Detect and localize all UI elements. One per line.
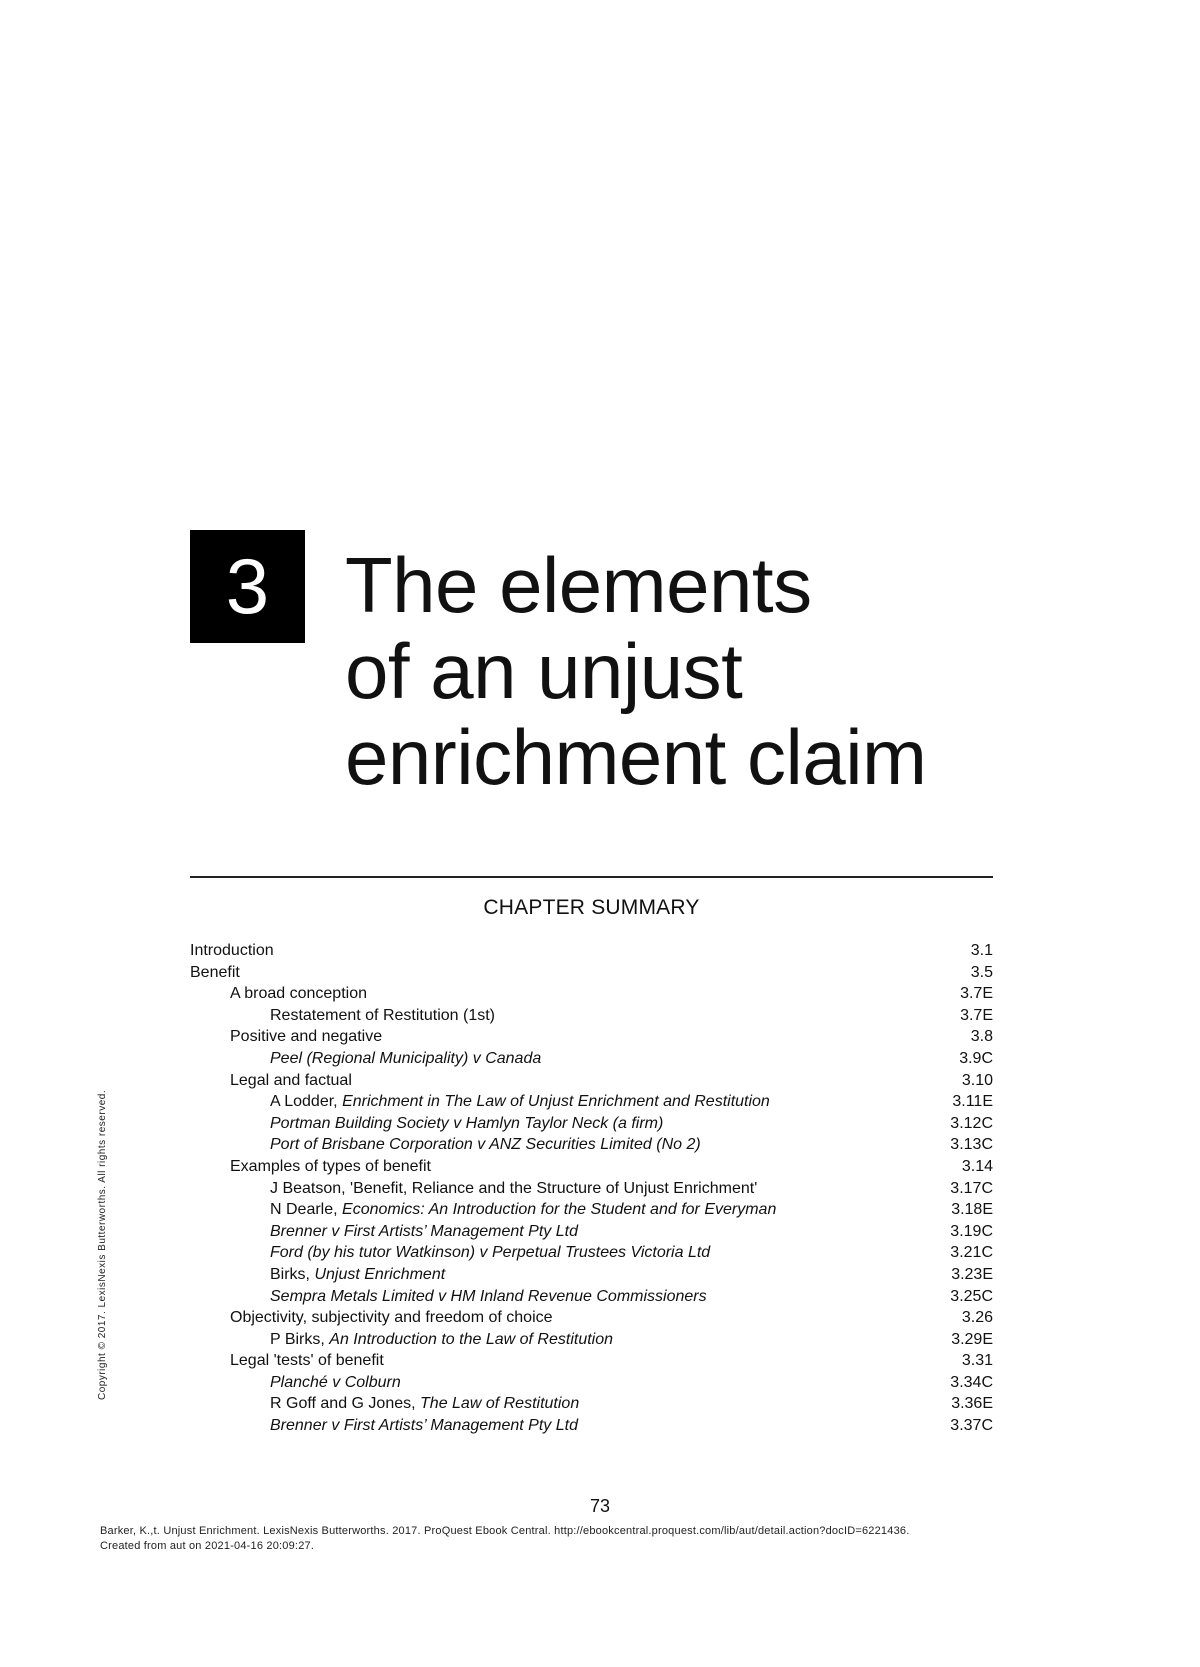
- summary-entry: [190, 1242, 993, 1264]
- summary-entry: [190, 1070, 993, 1092]
- summary-entry-text: Benefit: [190, 963, 240, 981]
- summary-entry: [190, 1393, 993, 1415]
- page-number: 73: [589, 1496, 611, 1516]
- summary-entry-text: Economics: An Introduction for the Student and for Everyman: [342, 1201, 777, 1219]
- summary-entry-paragraph-ref: 3.29E: [951, 1330, 993, 1348]
- copyright-notice: Copyright © 2017. LexisNexis Butterworths. All rights reserved.: [97, 1089, 108, 1400]
- summary-entry-paragraph-ref: 3.26: [961, 1309, 993, 1327]
- summary-entry-paragraph-ref: 3.17C: [950, 1179, 993, 1197]
- summary-entry-text: Objectivity, subjectivity and freedom of choice: [230, 1309, 553, 1327]
- summary-entry-text: Birks,: [270, 1265, 315, 1283]
- summary-entry: [190, 1372, 993, 1394]
- summary-entry: [190, 1199, 993, 1221]
- summary-entry-paragraph-ref: 3.7E: [960, 1006, 993, 1024]
- summary-entry-text: The Law of Restitution: [420, 1395, 580, 1413]
- summary-entry: [190, 1156, 993, 1178]
- summary-entry: [190, 1307, 993, 1329]
- summary-entry: [190, 1048, 993, 1070]
- summary-entry-text: Examples of types of benefit: [230, 1157, 431, 1175]
- summary-entry-paragraph-ref: 3.19C: [950, 1222, 993, 1240]
- chapter-summary-list: [190, 940, 993, 1437]
- summary-entry-title: [190, 964, 240, 981]
- summary-entry-text: Unjust Enrichment: [314, 1265, 446, 1283]
- summary-entry-text: P Birks,: [270, 1330, 330, 1348]
- summary-entry: [190, 1286, 993, 1308]
- summary-entry-title: [190, 1223, 578, 1240]
- chapter-title: [345, 542, 1045, 800]
- summary-entry-paragraph-ref: 3.5: [970, 963, 993, 981]
- summary-entry-paragraph-ref: 3.14: [961, 1157, 993, 1175]
- summary-entry-paragraph-ref: 3.13C: [950, 1136, 993, 1154]
- summary-entry-text: Positive and negative: [230, 1028, 383, 1046]
- summary-entry: [190, 1026, 993, 1048]
- summary-entry: [190, 1091, 993, 1113]
- summary-entry-paragraph-ref: 3.10: [961, 1071, 993, 1089]
- summary-entry-title: [190, 1309, 553, 1326]
- summary-entry-text: Introduction: [190, 942, 274, 959]
- summary-entry-paragraph-ref: 3.37C: [950, 1417, 993, 1435]
- summary-entry-paragraph-ref: 3.34C: [950, 1373, 993, 1391]
- summary-entry-text: Enrichment in The Law of Unjust Enrichment and Restitution: [342, 1093, 770, 1111]
- summary-entry-paragraph-ref: 3.18E: [951, 1201, 993, 1219]
- chapter-summary-heading: CHAPTER SUMMARY: [483, 896, 700, 919]
- summary-entry-text: Ford (by his tutor Watkinson) v Perpetual Trustees Victoria Ltd: [270, 1244, 711, 1262]
- summary-entry-title: [190, 1072, 352, 1089]
- summary-entry-title: [190, 1093, 770, 1110]
- summary-entry-paragraph-ref: 3.9C: [959, 1049, 993, 1067]
- summary-entry-title: [190, 1050, 541, 1067]
- summary-entry-title: [190, 1115, 663, 1132]
- summary-entry-text: Brenner v First Artists’ Management Pty Ltd: [270, 1222, 578, 1240]
- summary-entry-title: [190, 1201, 776, 1218]
- summary-entry-text: N Dearle,: [270, 1201, 343, 1219]
- summary-entry-text: R Goff and G Jones,: [270, 1395, 421, 1413]
- summary-entry-title: [190, 1395, 579, 1412]
- summary-entry-title: [190, 1266, 445, 1283]
- citation-footer: [100, 1524, 909, 1554]
- chapter-number-badge: [190, 530, 305, 643]
- summary-entry: [190, 1350, 993, 1372]
- summary-entry-title: [190, 1352, 384, 1369]
- summary-entry-text: An Introduction to the Law of Restitution: [329, 1330, 614, 1348]
- summary-entry-text: Peel (Regional Municipality) v Canada: [270, 1049, 542, 1067]
- summary-entry-paragraph-ref: 3.7E: [960, 985, 993, 1003]
- summary-entry-title: [190, 1028, 382, 1045]
- chapter-title-line: enrichment claim: [345, 713, 927, 801]
- summary-entry-text: Sempra Metals Limited v HM Inland Revenue Commissioners: [270, 1287, 707, 1305]
- summary-entry-text: Portman Building Society v Hamlyn Taylor Neck (a firm): [270, 1114, 664, 1132]
- summary-entry-title: [190, 1374, 401, 1391]
- citation-line: Barker, K.,t. Unjust Enrichment. LexisNexis Butterworths. 2017. ProQuest Ebook Central. http://ebookcentral.proquest.com/lib/aut/detail.action?docID=6221436.: [100, 1525, 910, 1537]
- summary-entry: [190, 962, 993, 984]
- summary-entry-text: Brenner v First Artists’ Management Pty Ltd: [270, 1417, 578, 1435]
- summary-entry-paragraph-ref: 3.36E: [951, 1395, 993, 1413]
- summary-entry: [190, 1134, 993, 1156]
- summary-entry-text: Legal and factual: [230, 1071, 352, 1089]
- summary-entry: [190, 1005, 993, 1027]
- summary-entry: [190, 1178, 993, 1200]
- chapter-number: 3: [225, 542, 270, 630]
- summary-entry-title: [190, 1180, 757, 1197]
- summary-entry-text: Planché v Colburn: [270, 1373, 401, 1391]
- summary-entry-text: A broad conception: [230, 985, 367, 1003]
- summary-entry-title: [190, 985, 367, 1002]
- chapter-title-line: The elements: [345, 541, 812, 629]
- summary-entry-paragraph-ref: 3.21C: [950, 1244, 993, 1262]
- summary-entry-paragraph-ref: 3.31: [961, 1352, 993, 1370]
- summary-entry-title: [190, 1331, 613, 1348]
- summary-entry-text: Port of Brisbane Corporation v ANZ Securities Limited (No 2): [270, 1136, 701, 1154]
- summary-entry-title: [190, 1288, 707, 1305]
- summary-entry-title: [190, 1007, 495, 1024]
- summary-entry-paragraph-ref: 3.25C: [950, 1287, 993, 1305]
- summary-entry-paragraph-ref: 3.23E: [951, 1265, 993, 1283]
- summary-entry-title: [190, 1136, 701, 1153]
- summary-entry-paragraph-ref: 3.1: [970, 942, 993, 959]
- summary-entry-title: [190, 1244, 710, 1261]
- summary-entry-title: [190, 1417, 578, 1434]
- summary-entry-paragraph-ref: 3.11E: [952, 1093, 993, 1111]
- summary-entry: [190, 1415, 993, 1437]
- summary-entry-paragraph-ref: 3.12C: [950, 1114, 993, 1132]
- summary-entry: [190, 940, 993, 962]
- summary-entry-title: [190, 1158, 431, 1175]
- summary-divider: [190, 876, 993, 878]
- summary-entry-text: Legal 'tests' of benefit: [230, 1352, 384, 1370]
- summary-entry: [190, 1113, 993, 1135]
- summary-entry-paragraph-ref: 3.8: [970, 1028, 993, 1046]
- summary-entry-title: [190, 942, 274, 959]
- summary-entry-text: J Beatson, 'Benefit, Reliance and the Structure of Unjust Enrichment': [270, 1179, 758, 1197]
- summary-entry: [190, 1264, 993, 1286]
- chapter-title-line: of an unjust: [345, 627, 743, 715]
- created-line: Created from aut on 2021-04-16 20:09:27.: [100, 1540, 315, 1552]
- summary-entry: [190, 983, 993, 1005]
- summary-entry-text: A Lodder,: [270, 1093, 343, 1111]
- summary-entry: [190, 1221, 993, 1243]
- summary-entry-text: Restatement of Restitution (1st): [270, 1006, 495, 1024]
- summary-entry: [190, 1329, 993, 1351]
